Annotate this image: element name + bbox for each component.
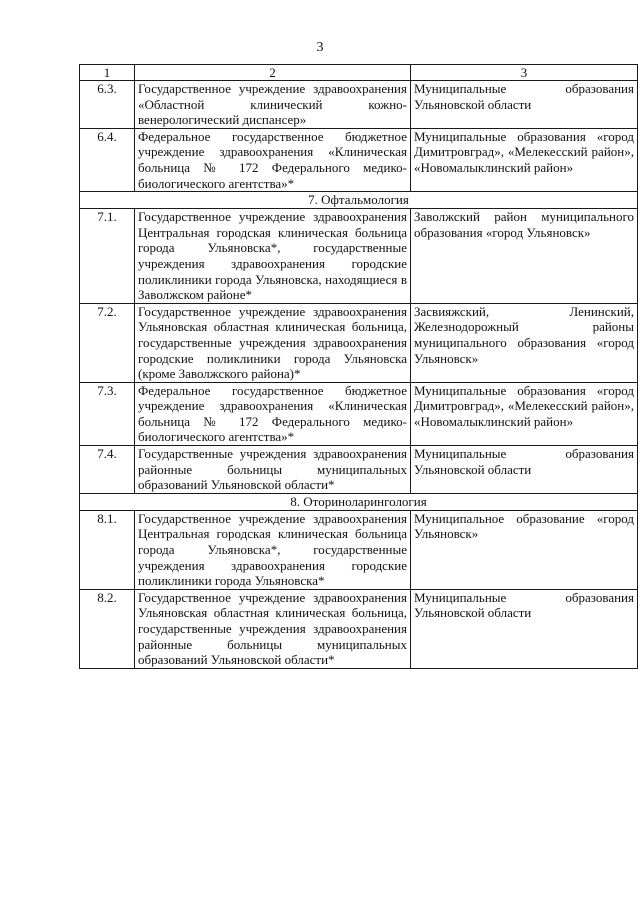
table-row (80, 209, 638, 304)
table-header-row (80, 65, 638, 81)
column-header: 1 (80, 65, 135, 81)
service-area-cell: Муниципальные образования Ульяновской области (411, 81, 638, 129)
row-number-cell: 7.4. (80, 446, 135, 494)
institution-cell: Федеральное государственное бюджетное учреждение здравоохранения «Клиническая больница № 172 Федерального медико-биологического агентства»* (135, 128, 411, 191)
table-body (80, 65, 638, 669)
row-number-cell: 7.1. (80, 209, 135, 304)
institution-cell: Государственное учреждение здравоохранения Центральная городская клиническая больница города Ульяновска*, государственные учреждения здравоохранения городские поликлиники города Ульяновска, находящиеся в Заволжском районе* (135, 209, 411, 304)
institution-cell: Государственное учреждение здравоохранения Ульяновская областная клиническая больница, государственные учреждения здравоохранения городские поликлиники города Ульяновска (кроме Заволжского района)* (135, 303, 411, 382)
section-header-row (80, 192, 638, 209)
institution-cell: Государственное учреждение здравоохранения Ульяновская областная клиническая больница, государственные учреждения здравоохранения районные больницы муниципальных образований Ульяновской области* (135, 589, 411, 668)
row-number-cell: 8.2. (80, 589, 135, 668)
table-row (80, 128, 638, 191)
service-area-cell: Муниципальные образования «город Димитровград», «Мелекесский район», «Новомалыклинский район» (411, 128, 638, 191)
row-number-cell: 7.3. (80, 382, 135, 445)
institution-cell: Федеральное государственное бюджетное учреждение здравоохранения «Клиническая больница № 172 Федерального медико-биологического агентства»* (135, 382, 411, 445)
service-area-cell: Заволжский район муниципального образования «город Ульяновск» (411, 209, 638, 304)
service-area-cell: Муниципальные образования Ульяновской области (411, 589, 638, 668)
page-number: 3 (316, 40, 324, 55)
table-row (80, 81, 638, 129)
row-number-cell: 8.1. (80, 510, 135, 589)
column-header: 2 (135, 65, 411, 81)
section-title: 8. Оториноларингология (80, 493, 638, 510)
service-area-cell: Муниципальное образование «город Ульяновск» (411, 510, 638, 589)
table-row (80, 303, 638, 382)
table-row (80, 589, 638, 668)
section-title: 7. Офтальмология (80, 192, 638, 209)
section-header-row (80, 493, 638, 510)
institution-cell: Государственные учреждения здравоохранения районные больницы муниципальных образований Ульяновской области* (135, 446, 411, 494)
column-header: 3 (411, 65, 638, 81)
row-number-cell: 7.2. (80, 303, 135, 382)
row-number-cell: 6.3. (80, 81, 135, 129)
service-area-cell: Муниципальные образования «город Димитровград», «Мелекесский район», «Новомалыклинский район» (411, 382, 638, 445)
institution-cell: Государственное учреждение здравоохранения Центральная городская клиническая больница города Ульяновска*, государственные учреждения здравоохранения городские поликлиники города Ульяновска* (135, 510, 411, 589)
row-number-cell: 6.4. (80, 128, 135, 191)
table-row (80, 382, 638, 445)
table-row (80, 446, 638, 494)
service-area-cell: Засвияжский, Ленинский, Железнодорожный районы муниципального образования «город Ульяновск» (411, 303, 638, 382)
service-area-cell: Муниципальные образования Ульяновской области (411, 446, 638, 494)
table-row (80, 510, 638, 589)
institution-cell: Государственное учреждение здравоохранения «Областной клинический кожно-венерологический диспансер» (135, 81, 411, 129)
institutions-table (79, 64, 638, 669)
